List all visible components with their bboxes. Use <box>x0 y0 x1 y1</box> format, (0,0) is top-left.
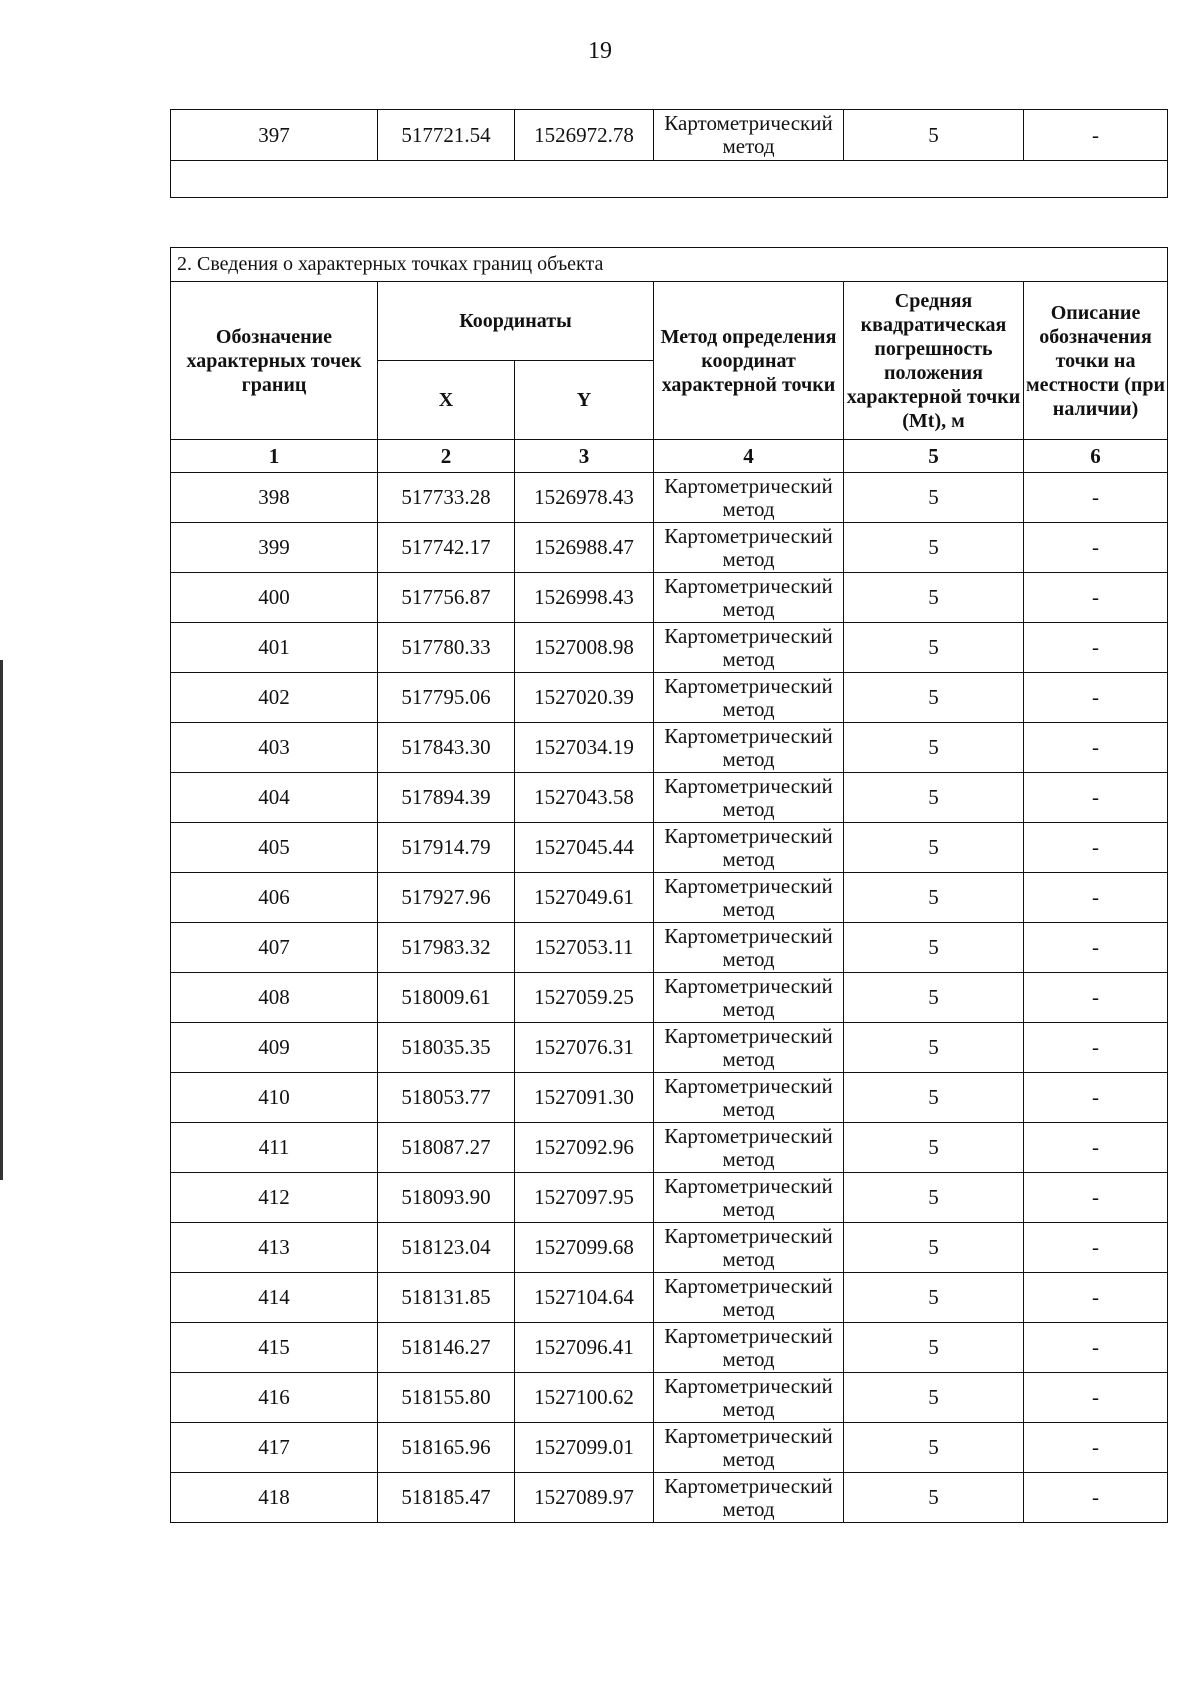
point-id-cell: 413 <box>171 1223 378 1273</box>
description-cell: - <box>1024 923 1168 973</box>
point-id-cell: 404 <box>171 773 378 823</box>
method-cell: Картометрический метод <box>654 1173 844 1223</box>
table-row <box>171 523 1168 573</box>
table-row <box>171 1323 1168 1373</box>
y-coordinate-cell: 1526988.47 <box>515 523 654 573</box>
table-row <box>171 923 1168 973</box>
x-coordinate-cell: 517914.79 <box>378 823 515 873</box>
table-row <box>171 623 1168 673</box>
table-row <box>171 1023 1168 1073</box>
method-cell: Картометрический метод <box>654 110 844 161</box>
x-coordinate-cell: 517927.96 <box>378 873 515 923</box>
table-row <box>171 973 1168 1023</box>
column-number: 6 <box>1024 440 1168 473</box>
y-coordinate-cell: 1527049.61 <box>515 873 654 923</box>
empty-cell <box>171 161 1168 198</box>
x-coordinate-cell: 517843.30 <box>378 723 515 773</box>
x-coordinate-cell: 517795.06 <box>378 673 515 723</box>
error-cell: 5 <box>844 973 1024 1023</box>
header-designation: Обозначение характерных точек границ <box>171 282 378 440</box>
description-cell: - <box>1024 723 1168 773</box>
header-x: X <box>378 361 515 440</box>
table-row <box>171 1423 1168 1473</box>
method-cell: Картометрический метод <box>654 1273 844 1323</box>
method-cell: Картометрический метод <box>654 1323 844 1373</box>
y-coordinate-cell: 1527089.97 <box>515 1473 654 1523</box>
method-cell: Картометрический метод <box>654 673 844 723</box>
x-coordinate-cell: 518155.80 <box>378 1373 515 1423</box>
x-coordinate-cell: 518146.27 <box>378 1323 515 1373</box>
description-cell: - <box>1024 873 1168 923</box>
method-cell: Картометрический метод <box>654 1423 844 1473</box>
description-cell: - <box>1024 673 1168 723</box>
table-caption: 2. Сведения о характерных точках границ объекта <box>171 248 1168 282</box>
method-cell: Картометрический метод <box>654 523 844 573</box>
table-row <box>171 873 1168 923</box>
header-coordinates: Координаты <box>378 282 654 361</box>
description-cell: - <box>1024 1223 1168 1273</box>
error-cell: 5 <box>844 823 1024 873</box>
description-cell: - <box>1024 1123 1168 1173</box>
column-number: 3 <box>515 440 654 473</box>
error-cell: 5 <box>844 873 1024 923</box>
table-row <box>171 823 1168 873</box>
y-coordinate-cell: 1526978.43 <box>515 473 654 523</box>
error-cell: 5 <box>844 1323 1024 1373</box>
x-coordinate-cell: 517780.33 <box>378 623 515 673</box>
y-coordinate-cell: 1526998.43 <box>515 573 654 623</box>
error-cell: 5 <box>844 1423 1024 1473</box>
table-row <box>171 110 1168 161</box>
y-coordinate-cell: 1527008.98 <box>515 623 654 673</box>
x-coordinate-cell: 517983.32 <box>378 923 515 973</box>
error-cell: 5 <box>844 1123 1024 1173</box>
point-id-cell: 412 <box>171 1173 378 1223</box>
table-row <box>171 723 1168 773</box>
method-cell: Картометрический метод <box>654 923 844 973</box>
table-row <box>171 1123 1168 1173</box>
point-id-cell: 408 <box>171 973 378 1023</box>
x-coordinate-cell: 518087.27 <box>378 1123 515 1173</box>
point-id-cell: 414 <box>171 1273 378 1323</box>
error-cell: 5 <box>844 923 1024 973</box>
table-row-empty <box>171 161 1168 198</box>
method-cell: Картометрический метод <box>654 1023 844 1073</box>
y-coordinate-cell: 1527092.96 <box>515 1123 654 1173</box>
description-cell: - <box>1024 473 1168 523</box>
x-coordinate-cell: 518165.96 <box>378 1423 515 1473</box>
method-cell: Картометрический метод <box>654 473 844 523</box>
y-coordinate-cell: 1527045.44 <box>515 823 654 873</box>
point-id-cell: 403 <box>171 723 378 773</box>
y-coordinate-cell: 1527076.31 <box>515 1023 654 1073</box>
method-cell: Картометрический метод <box>654 1223 844 1273</box>
x-coordinate-cell: 517742.17 <box>378 523 515 573</box>
y-coordinate-cell: 1527104.64 <box>515 1273 654 1323</box>
column-number: 5 <box>844 440 1024 473</box>
error-cell: 5 <box>844 473 1024 523</box>
point-id-cell: 399 <box>171 523 378 573</box>
method-cell: Картометрический метод <box>654 573 844 623</box>
point-id-cell: 397 <box>171 110 378 161</box>
error-cell: 5 <box>844 1473 1024 1523</box>
y-coordinate-cell: 1527091.30 <box>515 1073 654 1123</box>
method-cell: Картометрический метод <box>654 1373 844 1423</box>
table-row <box>171 773 1168 823</box>
y-coordinate-cell: 1527099.01 <box>515 1423 654 1473</box>
error-cell: 5 <box>844 1073 1024 1123</box>
y-coordinate-cell: 1526972.78 <box>515 110 654 161</box>
column-number: 1 <box>171 440 378 473</box>
method-cell: Картометрический метод <box>654 873 844 923</box>
y-coordinate-cell: 1527020.39 <box>515 673 654 723</box>
x-coordinate-cell: 518123.04 <box>378 1223 515 1273</box>
y-coordinate-cell: 1527034.19 <box>515 723 654 773</box>
method-cell: Картометрический метод <box>654 1123 844 1173</box>
boundary-points-table <box>170 247 1168 1523</box>
description-cell: - <box>1024 623 1168 673</box>
x-coordinate-cell: 517721.54 <box>378 110 515 161</box>
error-cell: 5 <box>844 623 1024 673</box>
description-cell: - <box>1024 523 1168 573</box>
point-id-cell: 406 <box>171 873 378 923</box>
point-id-cell: 405 <box>171 823 378 873</box>
error-cell: 5 <box>844 1173 1024 1223</box>
column-number: 2 <box>378 440 515 473</box>
header-method: Метод определения координат характерной точки <box>654 282 844 440</box>
y-coordinate-cell: 1527099.68 <box>515 1223 654 1273</box>
description-cell: - <box>1024 573 1168 623</box>
point-id-cell: 417 <box>171 1423 378 1473</box>
point-id-cell: 407 <box>171 923 378 973</box>
table-row <box>171 1223 1168 1273</box>
error-cell: 5 <box>844 110 1024 161</box>
header-error: Средняя квадратическая погрешность положения характерной точки (Mt), м <box>844 282 1024 440</box>
table-row <box>171 1173 1168 1223</box>
column-number: 4 <box>654 440 844 473</box>
header-description: Описание обозначения точки на местности (при наличии) <box>1024 282 1168 440</box>
method-cell: Картометрический метод <box>654 723 844 773</box>
method-cell: Картометрический метод <box>654 1473 844 1523</box>
x-coordinate-cell: 517733.28 <box>378 473 515 523</box>
x-coordinate-cell: 518093.90 <box>378 1173 515 1223</box>
error-cell: 5 <box>844 673 1024 723</box>
description-cell: - <box>1024 1173 1168 1223</box>
point-id-cell: 409 <box>171 1023 378 1073</box>
point-id-cell: 400 <box>171 573 378 623</box>
x-coordinate-cell: 518053.77 <box>378 1073 515 1123</box>
margin-line <box>0 660 3 1180</box>
table-row <box>171 1373 1168 1423</box>
x-coordinate-cell: 517756.87 <box>378 573 515 623</box>
description-cell: - <box>1024 110 1168 161</box>
description-cell: - <box>1024 823 1168 873</box>
x-coordinate-cell: 517894.39 <box>378 773 515 823</box>
error-cell: 5 <box>844 1373 1024 1423</box>
point-id-cell: 398 <box>171 473 378 523</box>
x-coordinate-cell: 518035.35 <box>378 1023 515 1073</box>
y-coordinate-cell: 1527059.25 <box>515 973 654 1023</box>
continuation-table <box>170 109 1168 198</box>
error-cell: 5 <box>844 1223 1024 1273</box>
point-id-cell: 401 <box>171 623 378 673</box>
y-coordinate-cell: 1527096.41 <box>515 1323 654 1373</box>
page-number: 19 <box>588 38 612 64</box>
table-row <box>171 1473 1168 1523</box>
table-row <box>171 1273 1168 1323</box>
description-cell: - <box>1024 1373 1168 1423</box>
error-cell: 5 <box>844 723 1024 773</box>
error-cell: 5 <box>844 523 1024 573</box>
error-cell: 5 <box>844 573 1024 623</box>
table-row <box>171 673 1168 723</box>
point-id-cell: 415 <box>171 1323 378 1373</box>
method-cell: Картометрический метод <box>654 1073 844 1123</box>
error-cell: 5 <box>844 773 1024 823</box>
y-coordinate-cell: 1527043.58 <box>515 773 654 823</box>
x-coordinate-cell: 518009.61 <box>378 973 515 1023</box>
table-row <box>171 1073 1168 1123</box>
y-coordinate-cell: 1527053.11 <box>515 923 654 973</box>
point-id-cell: 410 <box>171 1073 378 1123</box>
point-id-cell: 416 <box>171 1373 378 1423</box>
table-row <box>171 573 1168 623</box>
description-cell: - <box>1024 1273 1168 1323</box>
point-id-cell: 402 <box>171 673 378 723</box>
point-id-cell: 418 <box>171 1473 378 1523</box>
description-cell: - <box>1024 1073 1168 1123</box>
y-coordinate-cell: 1527100.62 <box>515 1373 654 1423</box>
y-coordinate-cell: 1527097.95 <box>515 1173 654 1223</box>
error-cell: 5 <box>844 1023 1024 1073</box>
method-cell: Картометрический метод <box>654 623 844 673</box>
description-cell: - <box>1024 1323 1168 1373</box>
x-coordinate-cell: 518185.47 <box>378 1473 515 1523</box>
method-cell: Картометрический метод <box>654 773 844 823</box>
header-y: Y <box>515 361 654 440</box>
description-cell: - <box>1024 1423 1168 1473</box>
description-cell: - <box>1024 1473 1168 1523</box>
description-cell: - <box>1024 973 1168 1023</box>
description-cell: - <box>1024 773 1168 823</box>
x-coordinate-cell: 518131.85 <box>378 1273 515 1323</box>
description-cell: - <box>1024 1023 1168 1073</box>
error-cell: 5 <box>844 1273 1024 1323</box>
point-id-cell: 411 <box>171 1123 378 1173</box>
method-cell: Картометрический метод <box>654 823 844 873</box>
table-row <box>171 473 1168 523</box>
method-cell: Картометрический метод <box>654 973 844 1023</box>
